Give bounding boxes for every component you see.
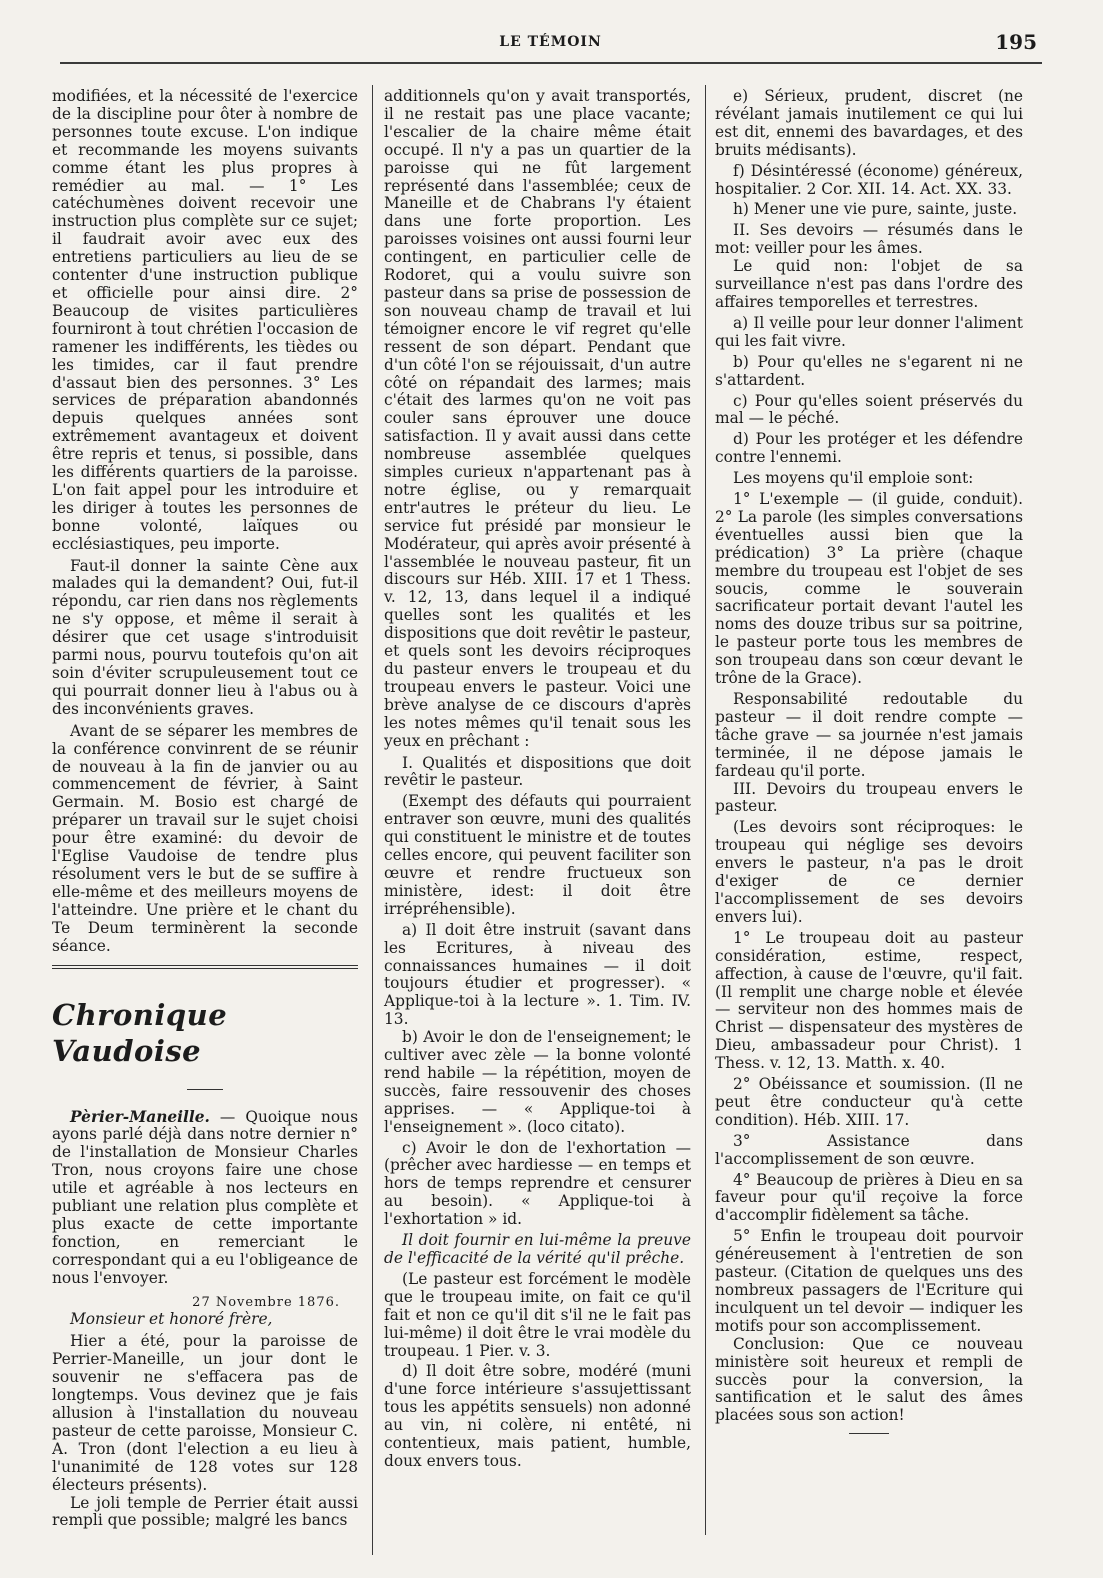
paragraph: Le joli temple de Perrier était aussi rempli que possible; malgré les bancs — [52, 1493, 358, 1530]
column-2 — [384, 88, 691, 1471]
paragraph: d) Il doit être sobre, modéré (muni d'une force intérieure s'assujettissant tous les appétits sensuels) non adonné au vin, ni colère, ni entêté, ni contentieux, mais patient, humble, doux envers tous. — [384, 1362, 691, 1470]
paragraph: e) Sérieux, prudent, discret (ne révélant jamais inutilement ce qui lui est dit, ennemi des bavardages, et des bruits médisants). — [715, 87, 1023, 159]
section-title: Chronique Vaudoise — [52, 997, 228, 1068]
column-divider — [372, 85, 373, 1555]
paragraph: a) Il doit être instruit (savant dans les Ecritures, à niveau des connaissances humaines — il doit toujours étudier et progresser). « Applique-toi à la lecture ». 1. Tim. IV. 13. — [384, 920, 691, 1029]
paragraph: III. Devoirs du troupeau envers le pasteur. — [715, 779, 1023, 816]
section-divider — [52, 965, 358, 969]
paragraph: (Les devoirs sont réciproques: le troupeau qui néglige ses devoirs envers le pasteur, n'a pas le droit d'exiger de ce dernier l'accomplissement de ses devoirs envers lui). — [715, 818, 1023, 926]
article-intro — [52, 1109, 358, 1288]
paragraph: 1° Le troupeau doit au pasteur considération, estime, respect, affection, à cause de l'œuvre, qu'il fait. (Il remplit une charge noble et élevée — serviteur non des hommes mais de Christ — dispensateur des mystères de Dieu, ambassadeur pour Christ). 1 Thess. v. 12, 13. Matth. x. 40. — [715, 928, 1023, 1073]
paragraph: modifiées, et la nécessité de l'exercice de la discipline pour ôter à nombre de personnes toute excuse. L'on indique et recommande les moyens suivants comme étant les plus propres à remédier au mal. — 1° Les catéchumènes doivent recevoir une instruction plus complète sur ce sujet; il faudrait avoir avec eux des entretiens particuliers au lieu de se contenter d'une instruction publique et officielle pour ainsi dire. 2° Beaucoup de visites particulières fourniront à tout chrétien l'occasion de ramener les indifférents, les tièdes ou les timides, car il faut prendre d'assaut bien des personnes. 3° Les services de préparation abandonnés depuis quelques années sont extrêmement avantageux et doivent être repris et tenus, si possible, dans les différents quartiers de la paroisse. L'on fait appel pour les introduire et les diriger à toutes les personnes de bonne volonté, laïques ou ecclésiastiques, peu importe. — [52, 87, 358, 553]
end-rule — [849, 1433, 889, 1434]
paragraph: 2° Obéissance et soumission. (Il ne peut être conducteur qu'à cette condition). Héb. XIII. 17. — [715, 1075, 1023, 1129]
paragraph: additionnels qu'on y avait transportés, il ne restait pas une place vacante; l'escalier de la chaire même était occupé. Il n'y a pas un quartier de la paroisse qui ne fût largement représenté dans l'assemblée; ceux de Maneille et de Chabrans l'y étaient dans une forte proportion. Les paroisses voisines ont aussi fourni leur contingent, en particulier celle de Rodoret, qui a voulu suivre son pasteur dans sa prise de possession de son nouveau champ de travail et lui témoigner encore le vif regret qu'elle ressent de son départ. Pendant que d'un côté l'on se réjouissait, d'un autre côté on répandait des larmes; mais c'était des larmes qu'on ne voit pas couler sans éprouver une douce satisfaction. Il y avait aussi dans cette nombreuse assemblée quelques simples curieux n'appartenant pas à notre église, ou y remarquait entr'autres le préteur du lieu. Le service fut présidé par monsieur le Modérateur, qui après avoir présenté à l'assemblée le nouveau pasteur, fit un discours sur Héb. XIII. 17 et 1 Thess. v. 12, 13, dans lequel il a indiqué quelles sont les qualités et les dispositions que doit revêtir le pasteur, et quels sont les devoirs réciproques du pasteur envers le troupeau et du troupeau envers le pasteur. Voici une brève analyse de ce discours d'après les notes mêmes qu'il tenait sous les yeux en prêchant : — [384, 87, 691, 750]
paragraph: Hier a été, pour la paroisse de Perrier-Maneille, un jour dont le souvenir ne s'effacera pas de longtemps. Vous devinez que je fais allusion à l'installation du nouveau pasteur de cette paroisse, Monsieur C. A. Tron (dont l'election a eu lieu à l'unanimité de 128 votes sur 128 électeurs présents). — [52, 1332, 358, 1494]
letter-date: 27 Novembre 1876. — [192, 1294, 340, 1310]
paragraph: Responsabilité redoutable du pasteur — il doit rendre compte — tâche grave — sa journée n'est jamais terminée, il ne dépose jamais le fardeau qu'il porte. — [715, 690, 1023, 780]
column-3 — [715, 88, 1023, 1434]
article-intro-text: — Quoique nous ayons parlé déjà dans notre dernier n° de l'installation de Monsieur Charles Tron, nous croyons faire une chose utile et agréable à nos lecteurs en publiant une relation plus complète et plus exacte de cette importante fonction, en remerciant le correspondant qui a eu l'obligeance de nous l'envoyer. — [52, 1107, 358, 1287]
paragraph: 3° Assistance dans l'accomplissement de son œuvre. — [715, 1131, 1023, 1168]
paragraph: f) Désintéressé (économe) généreux, hospitalier. 2 Cor. XII. 14. Act. XX. 33. — [715, 161, 1023, 198]
paragraph: b) Pour qu'elles ne s'egarent ni ne s'attardent. — [715, 352, 1023, 389]
paragraph: Faut-il donner la sainte Cène aux malades qui la demandent? Oui, fut-il répondu, car rien dans nos règlements ne s'y oppose, et même il serait à désirer que cet usage s'introduisit parmi nous, pourvu toutefois qu'on ait soin d'éviter scrupuleusement tout ce qui pourrait donner lieu à l'abus ou à des inconvénients graves. — [52, 556, 358, 718]
column-divider — [705, 85, 706, 1535]
running-head: LE TÉMOIN — [499, 34, 602, 50]
column-1 — [52, 88, 358, 1530]
paragraph: Conclusion: Que ce nouveau ministère soit heureux et rempli de succès pour la conversion, la santification et le salut des âmes placées sous son action! — [715, 1334, 1023, 1425]
page-header — [58, 30, 1043, 60]
paragraph: 5° Enfin le troupeau doit pourvoir généreusement à l'entretien de son pasteur. (Citation de quelques uns des nombreux passagers de l'Ecriture qui inculquent un tel devoir — indiquer les motifs pour son accomplissement. — [715, 1227, 1023, 1335]
paragraph: Il doit fournir en lui-même la preuve de l'efficacité de la vérité qu'il prêche. — [384, 1231, 691, 1267]
article-lead: Pèrier-Maneille. — [70, 1107, 210, 1126]
letter-salutation: Monsieur et honoré frère, — [70, 1310, 273, 1329]
paragraph: I. Qualités et dispositions que doit revêtir le pasteur. — [384, 753, 691, 790]
paragraph: (Exempt des défauts qui pourraient entraver son œuvre, muni des qualités qui constituent le ministre et de toutes celles encore, qui peuvent faciliter son œuvre et rendre fructueux son ministère, idest: il doit être irrépréhensible). — [384, 792, 691, 918]
paragraph: Avant de se séparer les membres de la conférence convinrent de se réunir de nouveau à la fin de janvier ou au commencement de février, à Saint Germain. M. Bosio est chargé de préparer un travail sur le sujet choisi pour être examiné: du devoir de l'Eglise Vaudoise de tendre plus résolument vers le but de se suffire à elle-même et des meilleurs moyens de l'atteindre. Une prière et le chant du Te Deum terminèrent la seconde séance. — [52, 721, 358, 955]
paragraph: a) Il veille pour leur donner l'aliment qui les fait vivre. — [715, 313, 1023, 350]
paragraph: Le quid non: l'objet de sa surveillance n'est pas dans l'ordre des affaires temporelles et terrestres. — [715, 257, 1023, 311]
paragraph: (Le pasteur est forcément le modèle que le troupeau imite, on fait ce qu'il fait et non ce qu'il dit s'il ne le fait pas lui-même) il doit être le vrai modèle du troupeau. 1 Pier. v. 3. — [384, 1269, 691, 1360]
header-rule — [60, 62, 1042, 64]
paragraph: h) Mener une vie pure, sainte, juste. — [733, 200, 1018, 219]
paragraph: d) Pour les protéger et les défendre contre l'ennemi. — [715, 430, 1023, 467]
short-rule — [187, 1089, 223, 1090]
page-number: 195 — [995, 30, 1037, 54]
paragraph: II. Ses devoirs — résumés dans le mot: veiller pour les âmes. — [715, 221, 1023, 258]
paragraph: c) Pour qu'elles soient préservés du mal — le péché. — [715, 391, 1023, 428]
paragraph: 1° L'exemple — (il guide, conduit). 2° La parole (les simples conversations éventuelles aussi bien que la prédication) 3° La prière (chaque membre du troupeau est l'objet de ses soucis, comme le souverain sacrificateur portait devant l'autel les noms des douze tribus sur sa poitrine, le pasteur porte tous les membres de son troupeau dans son cœur devant le trône de la Grace). — [715, 490, 1023, 688]
paragraph: 4° Beaucoup de prières à Dieu en sa faveur pour qu'il reçoive la force d'accomplir fidèlement sa tâche. — [715, 1170, 1023, 1225]
paragraph: c) Avoir le don de l'exhortation — (prêcher avec hardiesse — en temps et hors de temps reprendre et censurer au besoin). « Applique-toi à l'exhortation » id. — [384, 1138, 691, 1229]
paragraph: Les moyens qu'il emploie sont: — [733, 469, 974, 488]
paragraph: b) Avoir le don de l'enseignement; le cultiver avec zèle — la bonne volonté rend habile — la répétition, moyen de succès, faire ressouvenir des choses apprises. — « Applique-toi à l'enseignement ». (loco citato). — [384, 1028, 691, 1136]
